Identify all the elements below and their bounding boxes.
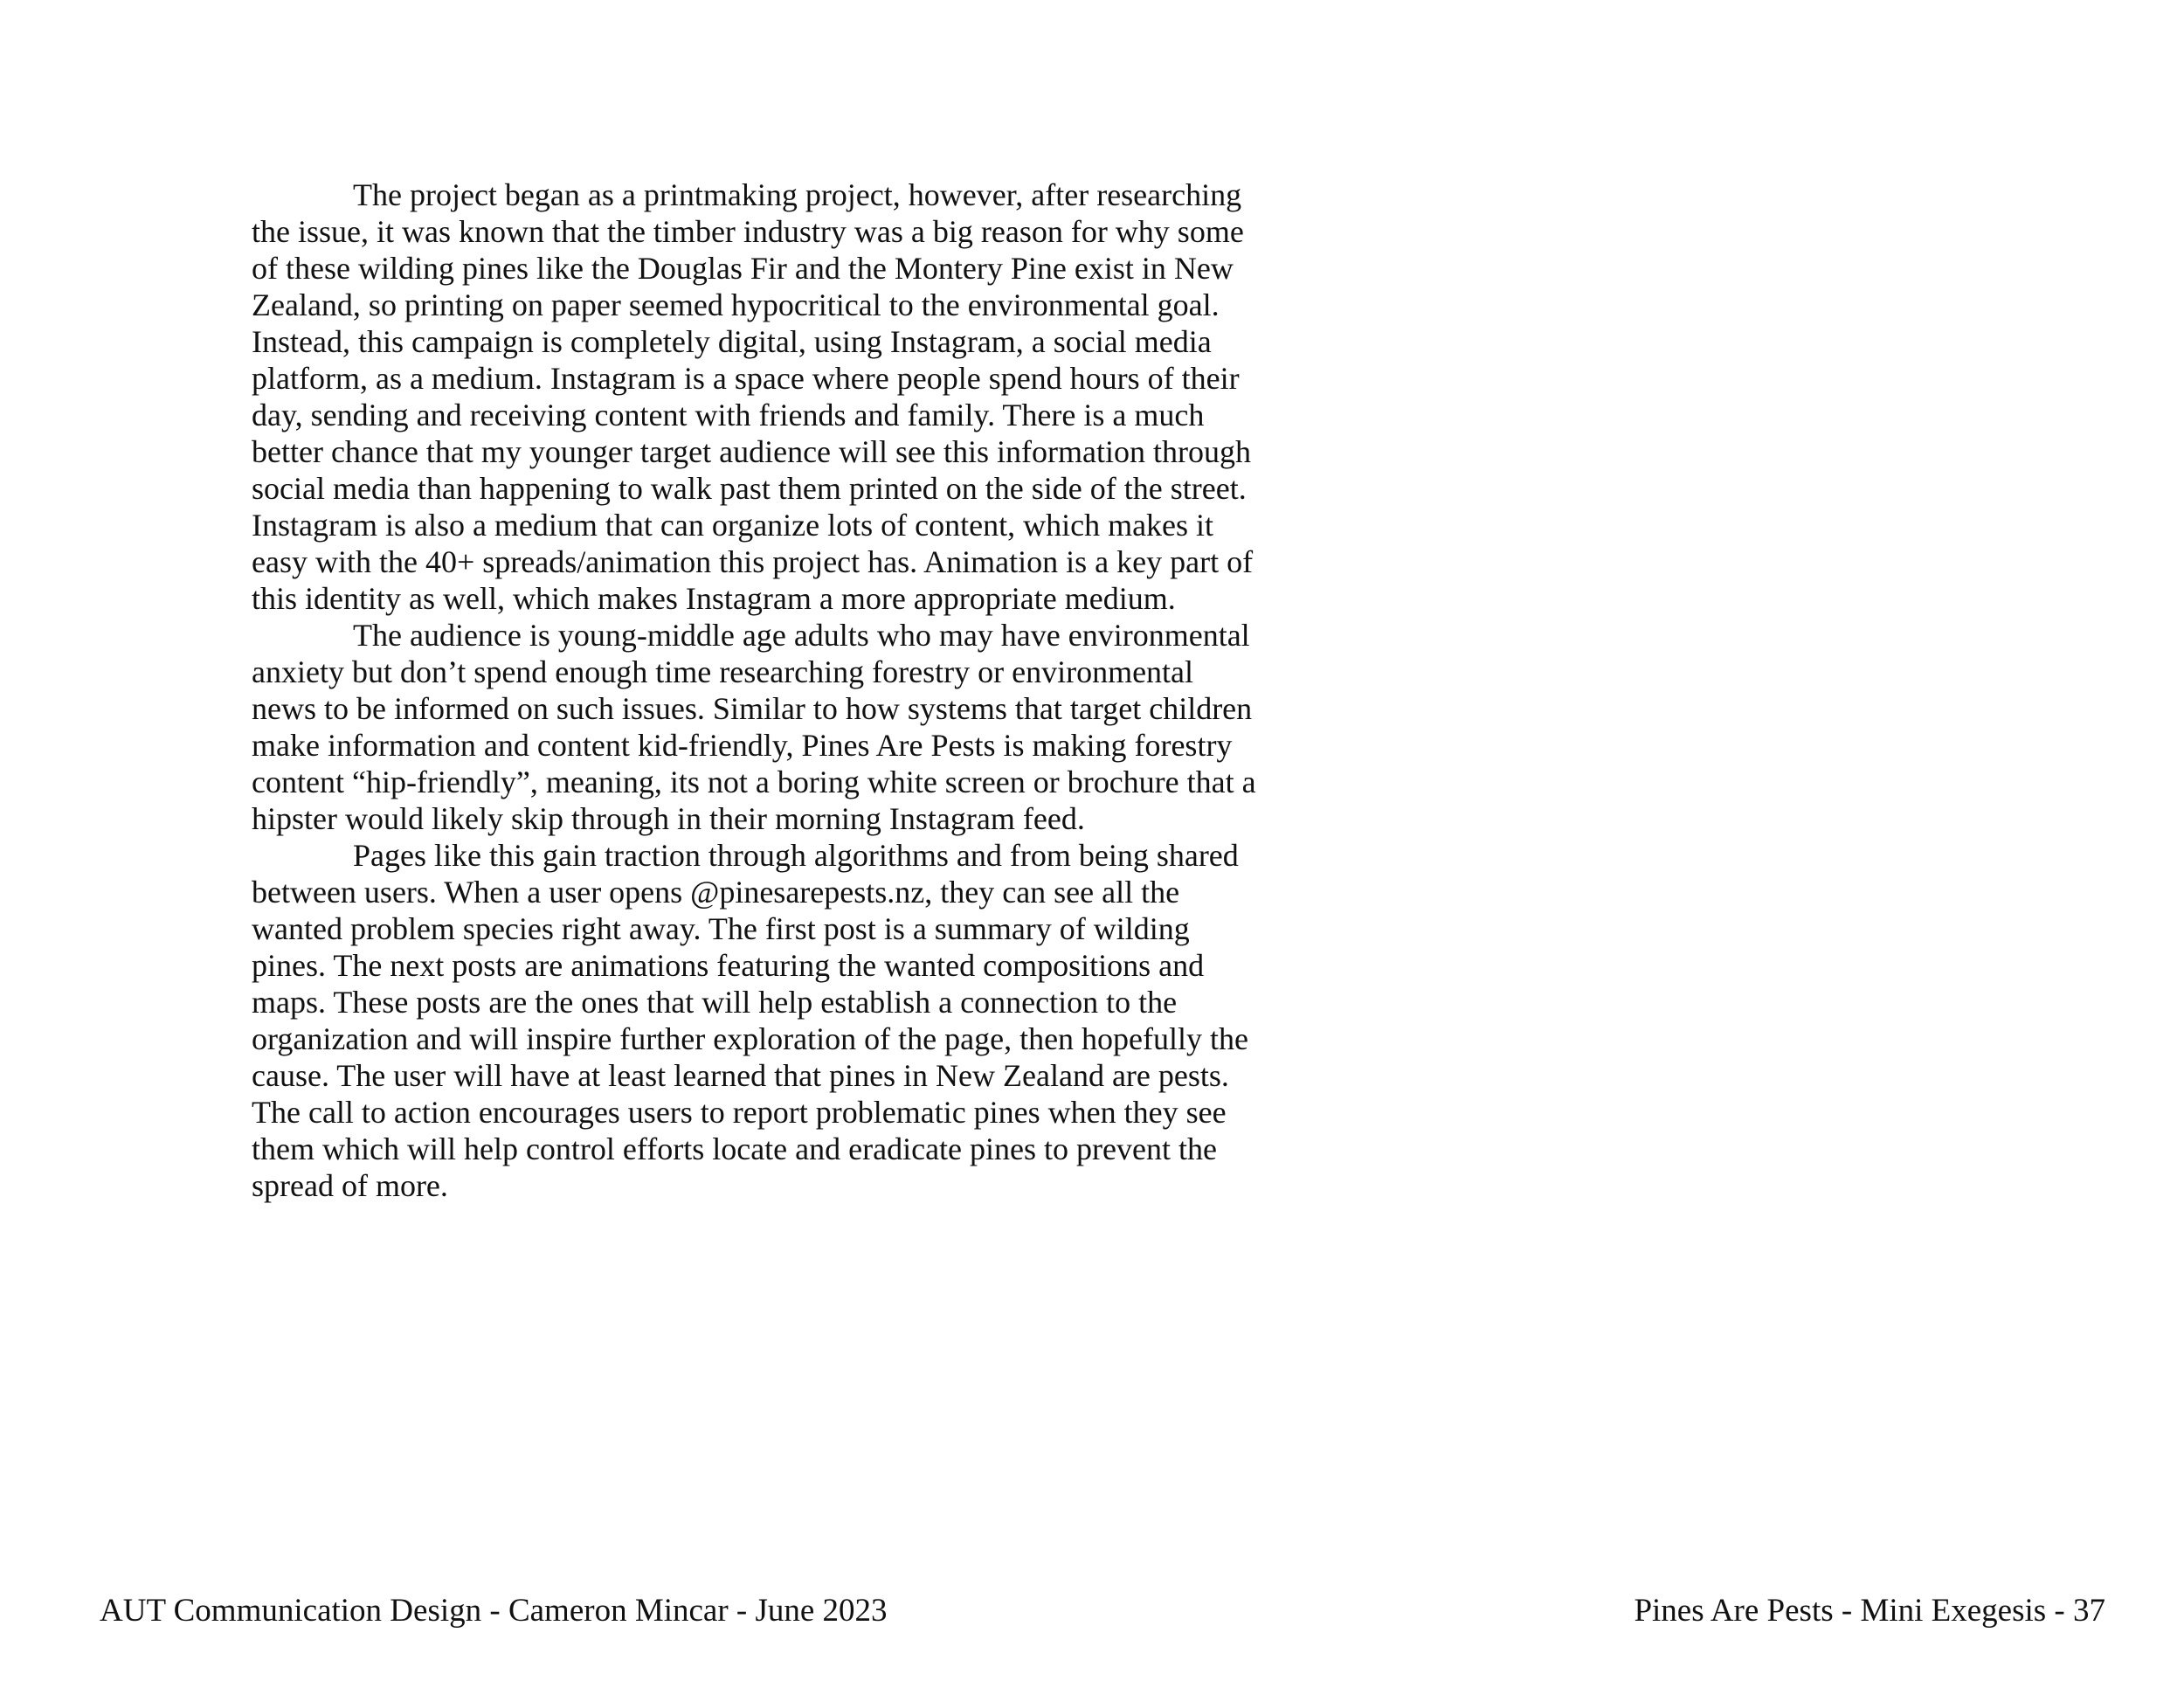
paragraph-audience: The audience is young-middle age adults who may have environmental anxiety but don’t spend enough time researching forestry or environmental news to be informed on such issues. Similar to how systems that target children make information and content kid-friendly, Pines Are Pests is making forestry content “hip-friendly”, meaning, its not a boring white screen or brochure that a hipster would likely skip through in their morning Instagram feed.: [252, 618, 1256, 836]
footer-right: Pines Are Pests - Mini Exegesis - 37: [1634, 1593, 2105, 1629]
body-text: [252, 176, 1265, 1204]
paragraph-medium: The project began as a printmaking project, however, after researching the issue, it was known that the timber industry was a big reason for why some of these wilding pines like the Douglas Fir and the Montery Pine exist in New Zealand, so printing on paper seemed hypocritical to the environmental goal. Instead, this campaign is completely digital, using Instagram, a social media platform, as a medium. Instagram is a space where people spend hours of their day, sending and receiving content with friends and family. There is a much better chance that my younger target audience will see this information through social media than happening to walk past them printed on the side of the street. Instagram is also a medium that can organize lots of content, which makes it easy with the 40+ spreads/animation this project has. Animation is a key part of this identity as well, which makes Instagram a more appropriate medium.: [252, 177, 1254, 616]
footer-left: AUT Communication Design - Cameron Mincar - June 2023: [100, 1593, 888, 1629]
paragraph-traction: Pages like this gain traction through algorithms and from being shared between users. When a user opens @pinesarepests.nz, they can see all the wanted problem species right away. The first post is a summary of wilding pines. The next posts are animations featuring the wanted compositions and maps. These posts are the ones that will help establish a connection to the organization and will inspire further exploration of the page, then hopefully the cause. The user will have at least learned that pines in New Zealand are pests. The call to action encourages users to report problematic pines when they see them which will help control efforts locate and eradicate pines to prevent the spread of more.: [252, 838, 1248, 1203]
